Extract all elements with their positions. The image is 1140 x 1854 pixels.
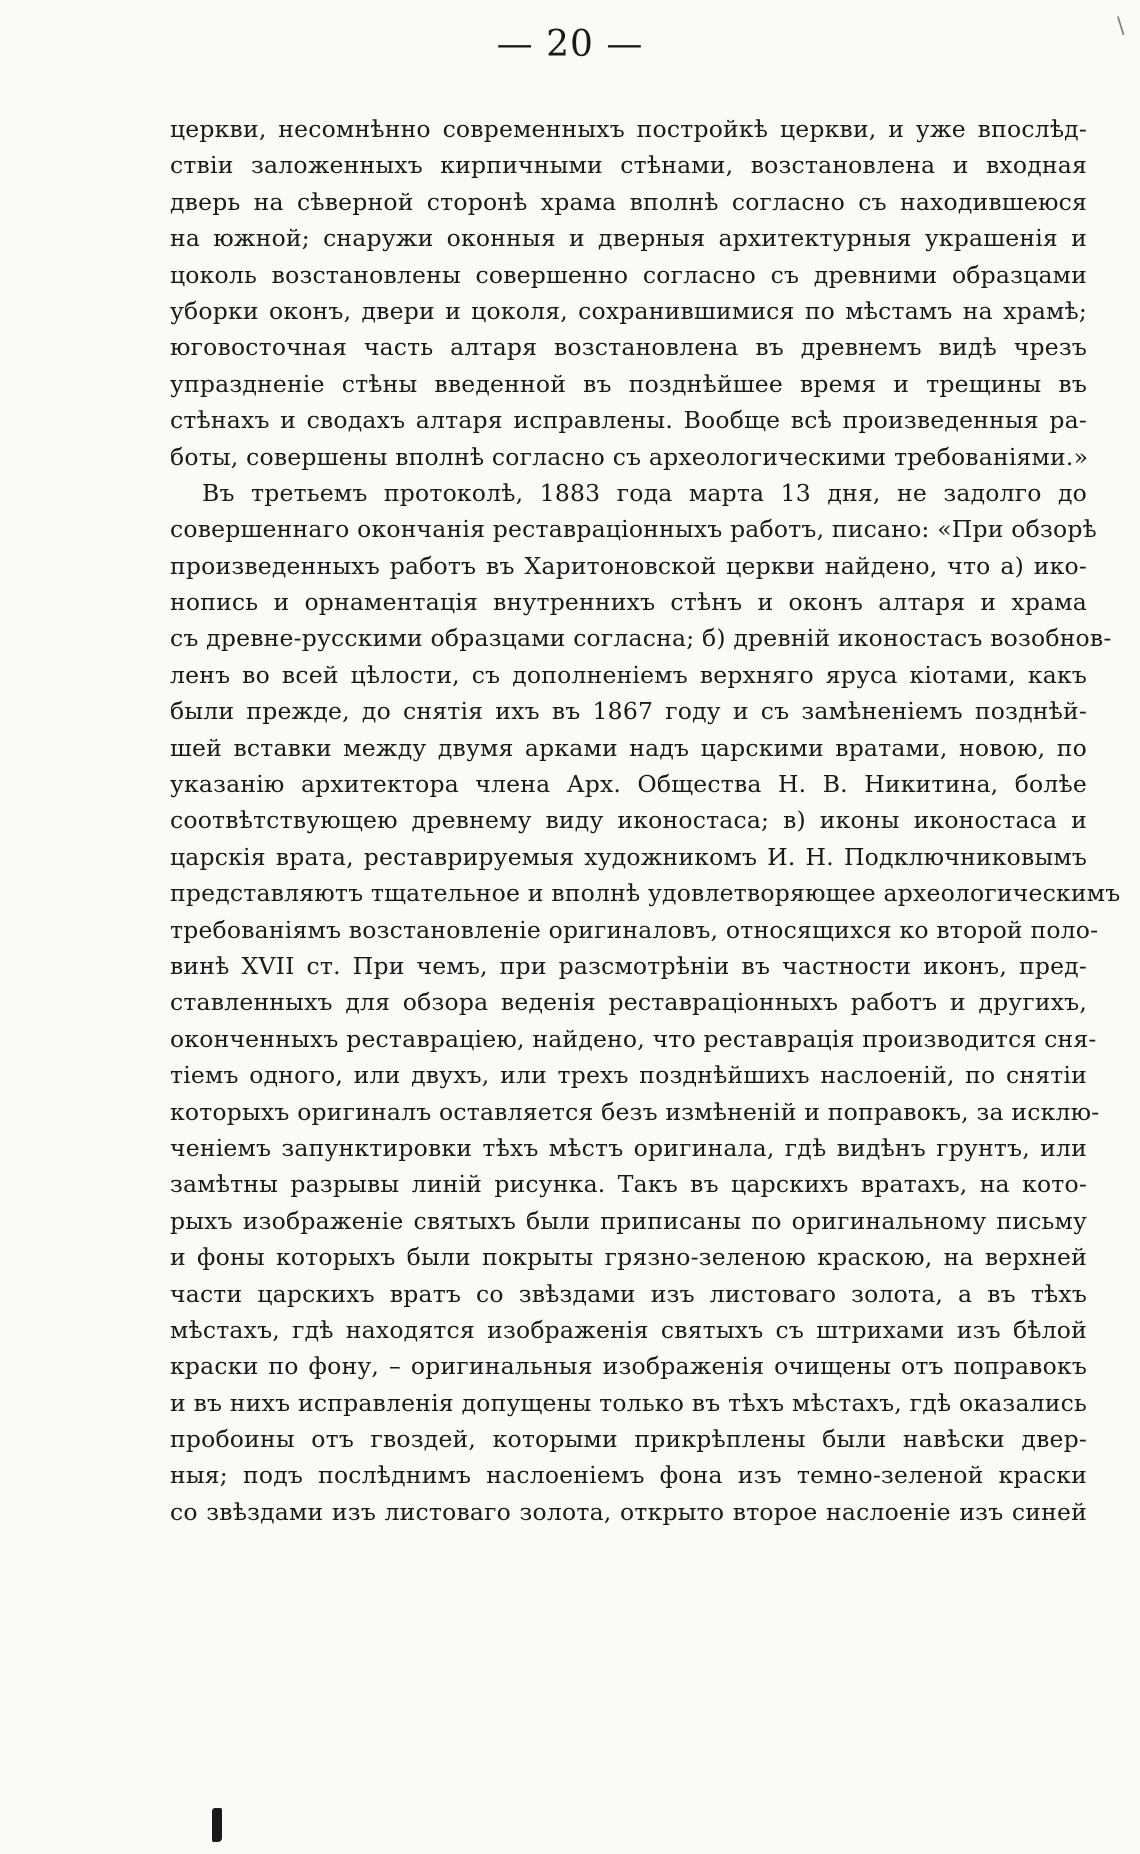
text-line: замѣтны разрывы линій рисунка. Такъ въ царскихъ вратахъ, на кото-: [170, 1170, 1087, 1199]
text-line: на южной; снаружи оконныя и дверныя архитектурныя украшенія и: [170, 224, 1087, 253]
text-line: рыхъ изображеніе святыхъ были приписаны по оригинальному письму: [170, 1206, 1087, 1235]
text-line: соотвѣтствующею древнему виду иконостаса; в) иконы иконостаса и: [170, 806, 1087, 835]
corner-mark: \: [1117, 14, 1125, 39]
text-line: ленъ во всей цѣлости, съ дополненіемъ верхняго яруса кіотами, какъ: [170, 660, 1087, 689]
text-line: со звѣздами изъ листоваго золота, открыто второе наслоеніе изъ синей: [170, 1497, 1087, 1526]
text-line: винѣ XVII ст. При чемъ, при разсмотрѣніи въ частности иконъ, пред-: [170, 951, 1087, 980]
text-line: краски по фону, – оригинальныя изображенія очищены отъ поправокъ: [170, 1352, 1087, 1381]
text-line: и фоны которыхъ были покрыты грязно-зеленою краскою, на верхней: [170, 1243, 1087, 1272]
text-line: ствіи заложенныхъ кирпичными стѣнами, возстановлена и входная: [170, 151, 1087, 180]
text-line: Въ третьемъ протоколѣ, 1883 года марта 13 дня, не задолго до: [202, 478, 1087, 507]
text-line: ныя; подъ послѣднимъ наслоеніемъ фона изъ темно-зеленой краски: [170, 1461, 1087, 1490]
text-line: царскія врата, реставрируемыя художникомъ И. Н. Подключниковымъ: [170, 842, 1087, 871]
text-line: цоколь возстановлены совершенно согласно съ древними образцами: [170, 260, 1087, 289]
text-line: совершеннаго окончанія реставраціонныхъ работъ, писано: «При обзорѣ: [170, 515, 1097, 544]
text-line: шей вставки между двумя арками надъ царскими вратами, новою, по: [170, 733, 1087, 762]
text-line: уборки оконъ, двери и цоколя, сохранившимися по мѣстамъ на храмѣ;: [170, 296, 1087, 325]
text-line: части царскихъ вратъ со звѣздами изъ листоваго золота, а въ тѣхъ: [170, 1279, 1087, 1308]
text-line: юговосточная часть алтаря возстановлена въ древнемъ видѣ чрезъ: [170, 333, 1087, 362]
text-line: ченіемъ запунктировки тѣхъ мѣстъ оригинала, гдѣ видѣнъ грунтъ, или: [170, 1133, 1087, 1162]
text-line: произведенныхъ работъ въ Харитоновской церкви найдено, что а) ико-: [170, 551, 1087, 580]
text-line: мѣстахъ, гдѣ находятся изображенія святыхъ съ штрихами изъ бѣлой: [170, 1315, 1087, 1344]
body-text: [170, 111, 1121, 1530]
text-line: съ древне-русскими образцами согласна; б) древній иконостасъ возобнов-: [170, 624, 1112, 653]
text-line: пробоины отъ гвоздей, которыми прикрѣплены были навѣски двер-: [170, 1425, 1087, 1454]
text-line: представляютъ тщательное и вполнѣ удовлетворяющее археологическимъ: [170, 879, 1121, 908]
text-line: которыхъ оригиналъ оставляется безъ измѣненій и поправокъ, за исклю-: [170, 1097, 1100, 1126]
text-line: и въ нихъ исправленія допущены только въ тѣхъ мѣстахъ, гдѣ оказались: [170, 1388, 1087, 1417]
text-line: ставленныхъ для обзора веденія реставраціонныхъ работъ и другихъ,: [170, 988, 1087, 1017]
text-line: оконченныхъ реставраціею, найдено, что реставрація производится сня-: [170, 1024, 1097, 1053]
text-line: тіемъ одного, или двухъ, или трехъ позднѣйшихъ наслоеній, по снятіи: [170, 1061, 1087, 1090]
text-line: боты, совершены вполнѣ согласно съ археологическими требованіями.»: [170, 442, 1089, 471]
text-line: церкви, несомнѣнно современныхъ постройкѣ церкви, и уже впослѣд-: [170, 115, 1087, 143]
text-line: стѣнахъ и сводахъ алтаря исправлены. Вообще всѣ произведенныя ра-: [170, 406, 1087, 435]
text-line: были прежде, до снятія ихъ въ 1867 году и съ замѣненіемъ позднѣй-: [170, 697, 1087, 726]
page-number: — 20 —: [496, 24, 644, 65]
text-line: требованіямъ возстановленіе оригиналовъ, относящихся ко второй поло-: [170, 915, 1099, 944]
ink-blot-mark: [212, 1808, 222, 1842]
text-line: нопись и орнаментація внутреннихъ стѣнъ и оконъ алтаря и храма: [170, 588, 1087, 617]
text-line: указанію архитектора члена Арх. Общества Н. В. Никитина, болѣе: [170, 770, 1087, 799]
text-line: дверь на сѣверной сторонѣ храма вполнѣ согласно съ находившеюся: [170, 187, 1087, 216]
text-line: упраздненіе стѣны введенной въ позднѣйшее время и трещины въ: [170, 369, 1087, 398]
